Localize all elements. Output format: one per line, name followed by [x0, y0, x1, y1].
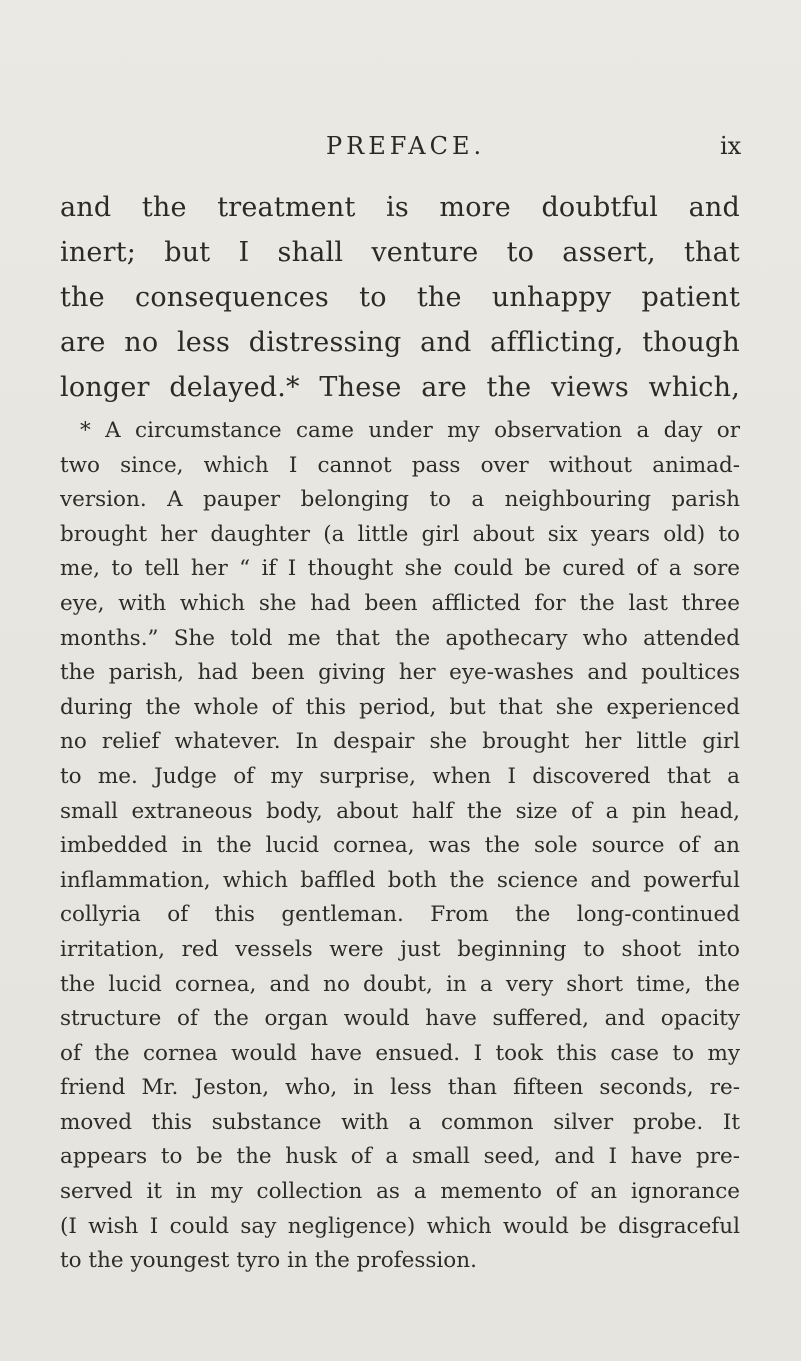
footnote-line: during the whole of this period, but that she experienced — [60, 694, 740, 720]
running-title: PREFACE. — [326, 132, 486, 160]
footnote-line: inflammation, which baffled both the science and powerful — [60, 867, 740, 893]
footnote-block — [60, 414, 740, 1279]
footnote-line: eye, with which she had been afflicted for the last three — [60, 590, 740, 616]
footnote-line: to the youngest tyro in the profession. — [60, 1248, 477, 1274]
footnote-line: me, to tell her “ if I thought she could be cured of a sore — [60, 556, 740, 582]
main-text-line: longer delayed.* These are the views which, — [60, 372, 740, 403]
footnote-line: months.” She told me that the apothecary who attended — [60, 625, 740, 651]
footnote-line: appears to be the husk of a small seed, and I have pre- — [60, 1144, 740, 1170]
footnote-line: small extraneous body, about half the size of a pin head, — [60, 798, 740, 824]
footnote-line: the lucid cornea, and no doubt, in a very short time, the — [60, 971, 740, 997]
footnote-line: no relief whatever. In despair she brought her little girl — [60, 729, 740, 755]
footnote-line: the parish, had been giving her eye-washes and poultices — [60, 660, 740, 686]
footnote-line: two since, which I cannot pass over without animad- — [60, 452, 740, 478]
footnote-line: moved this substance with a common silver probe. It — [60, 1109, 740, 1135]
main-text-line: the consequences to the unhappy patient — [60, 282, 740, 313]
footnote-line: collyria of this gentleman. From the long-continued — [60, 902, 740, 928]
main-text-line: are no less distressing and afflicting, though — [60, 327, 740, 358]
footnote-line: * A circumstance came under my observation a day or — [80, 418, 740, 443]
footnote-line: to me. Judge of my surprise, when I discovered that a — [60, 763, 740, 789]
main-text-line: and the treatment is more doubtful and — [60, 192, 740, 223]
footnote-line: version. A pauper belonging to a neighbouring parish — [60, 487, 740, 513]
footnote-line: served it in my collection as a memento of an ignorance — [60, 1179, 740, 1205]
page-header — [0, 132, 801, 172]
footnote-line: brought her daughter (a little girl about six years old) to — [60, 521, 740, 547]
footnote-line: structure of the organ would have suffered, and opacity — [60, 1006, 740, 1032]
footnote-line: imbedded in the lucid cornea, was the sole source of an — [60, 833, 740, 859]
footnote-line: (I wish I could say negligence) which would be disgraceful — [60, 1213, 740, 1239]
footnote-line: irritation, red vessels were just beginning to shoot into — [60, 936, 740, 962]
main-text-block — [60, 185, 740, 410]
footnote-line: of the cornea would have ensued. I took this case to my — [60, 1040, 740, 1066]
footnote-line: friend Mr. Jeston, who, in less than fifteen seconds, re- — [60, 1075, 740, 1101]
main-text-line: inert; but I shall venture to assert, that — [60, 237, 740, 268]
page-number: ix — [720, 132, 742, 160]
